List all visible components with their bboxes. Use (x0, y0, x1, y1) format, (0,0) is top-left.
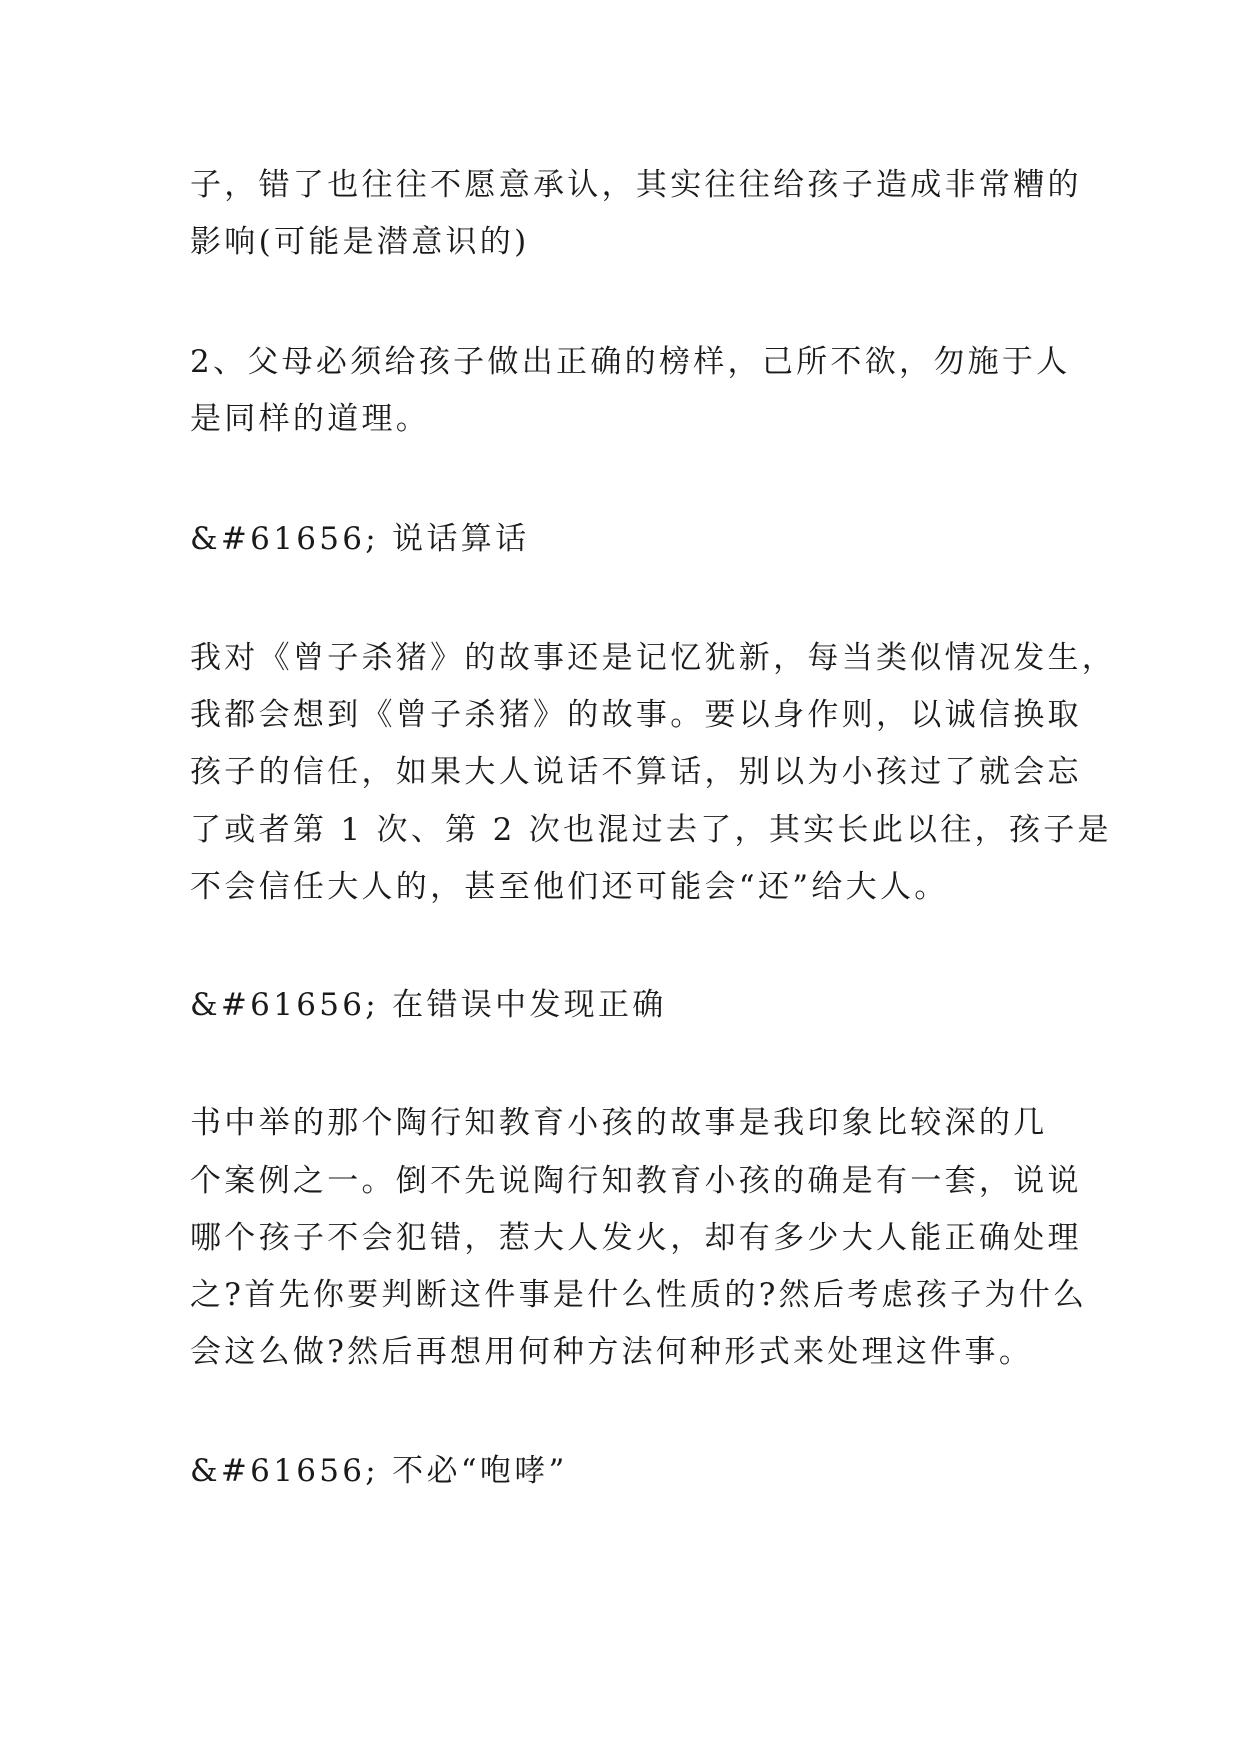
paragraph-line: 之?首先你要判断这件事是什么性质的?然后考虑孩子为什么 (190, 1277, 1088, 1313)
paragraph-line: 了或者第 1 次、第 2 次也混过去了，其实长此以往，孩子是 (190, 812, 1112, 848)
paragraph-line: 哪个孩子不会犯错，惹大人发火，却有多少大人能正确处理 (190, 1220, 1082, 1256)
paragraph-line: 2、父母必须给孩子做出正确的榜样，己所不欲，勿施于人 (190, 344, 1071, 380)
paragraph-line: 子，错了也往往不愿意承认，其实往往给孩子造成非常糟的 (190, 167, 1082, 203)
paragraph-line: 书中举的那个陶行知教育小孩的故事是我印象比较深的几 (190, 1105, 1048, 1141)
paragraph-line: 我对《曾子杀猪》的故事还是记忆犹新，每当类似情况发生， (190, 640, 1117, 676)
paragraph-line: 会这么做?然后再想用何种方法何种形式来处理这件事。 (190, 1334, 1034, 1370)
paragraph-line: 不会信任大人的，甚至他们还可能会“还”给大人。 (190, 869, 949, 905)
paragraph-line: 孩子的信任，如果大人说话不算话，别以为小孩过了就会忘 (190, 754, 1082, 790)
section-heading-keep-word: &#61656; 说话算话 (190, 521, 530, 557)
paragraph-line: 我都会想到《曾子杀猪》的故事。要以身作则，以诚信换取 (190, 697, 1082, 733)
section-heading-no-yelling: &#61656; 不必“咆哮” (190, 1453, 568, 1489)
section-heading-learn-from-mistakes: &#61656; 在错误中发现正确 (190, 987, 667, 1023)
paragraph-line: 是同样的道理。 (190, 401, 431, 437)
paragraph-line: 影响(可能是潜意识的) (190, 224, 530, 260)
paragraph-line: 个案例之一。倒不先说陶行知教育小孩的确是有一套，说说 (190, 1163, 1082, 1199)
